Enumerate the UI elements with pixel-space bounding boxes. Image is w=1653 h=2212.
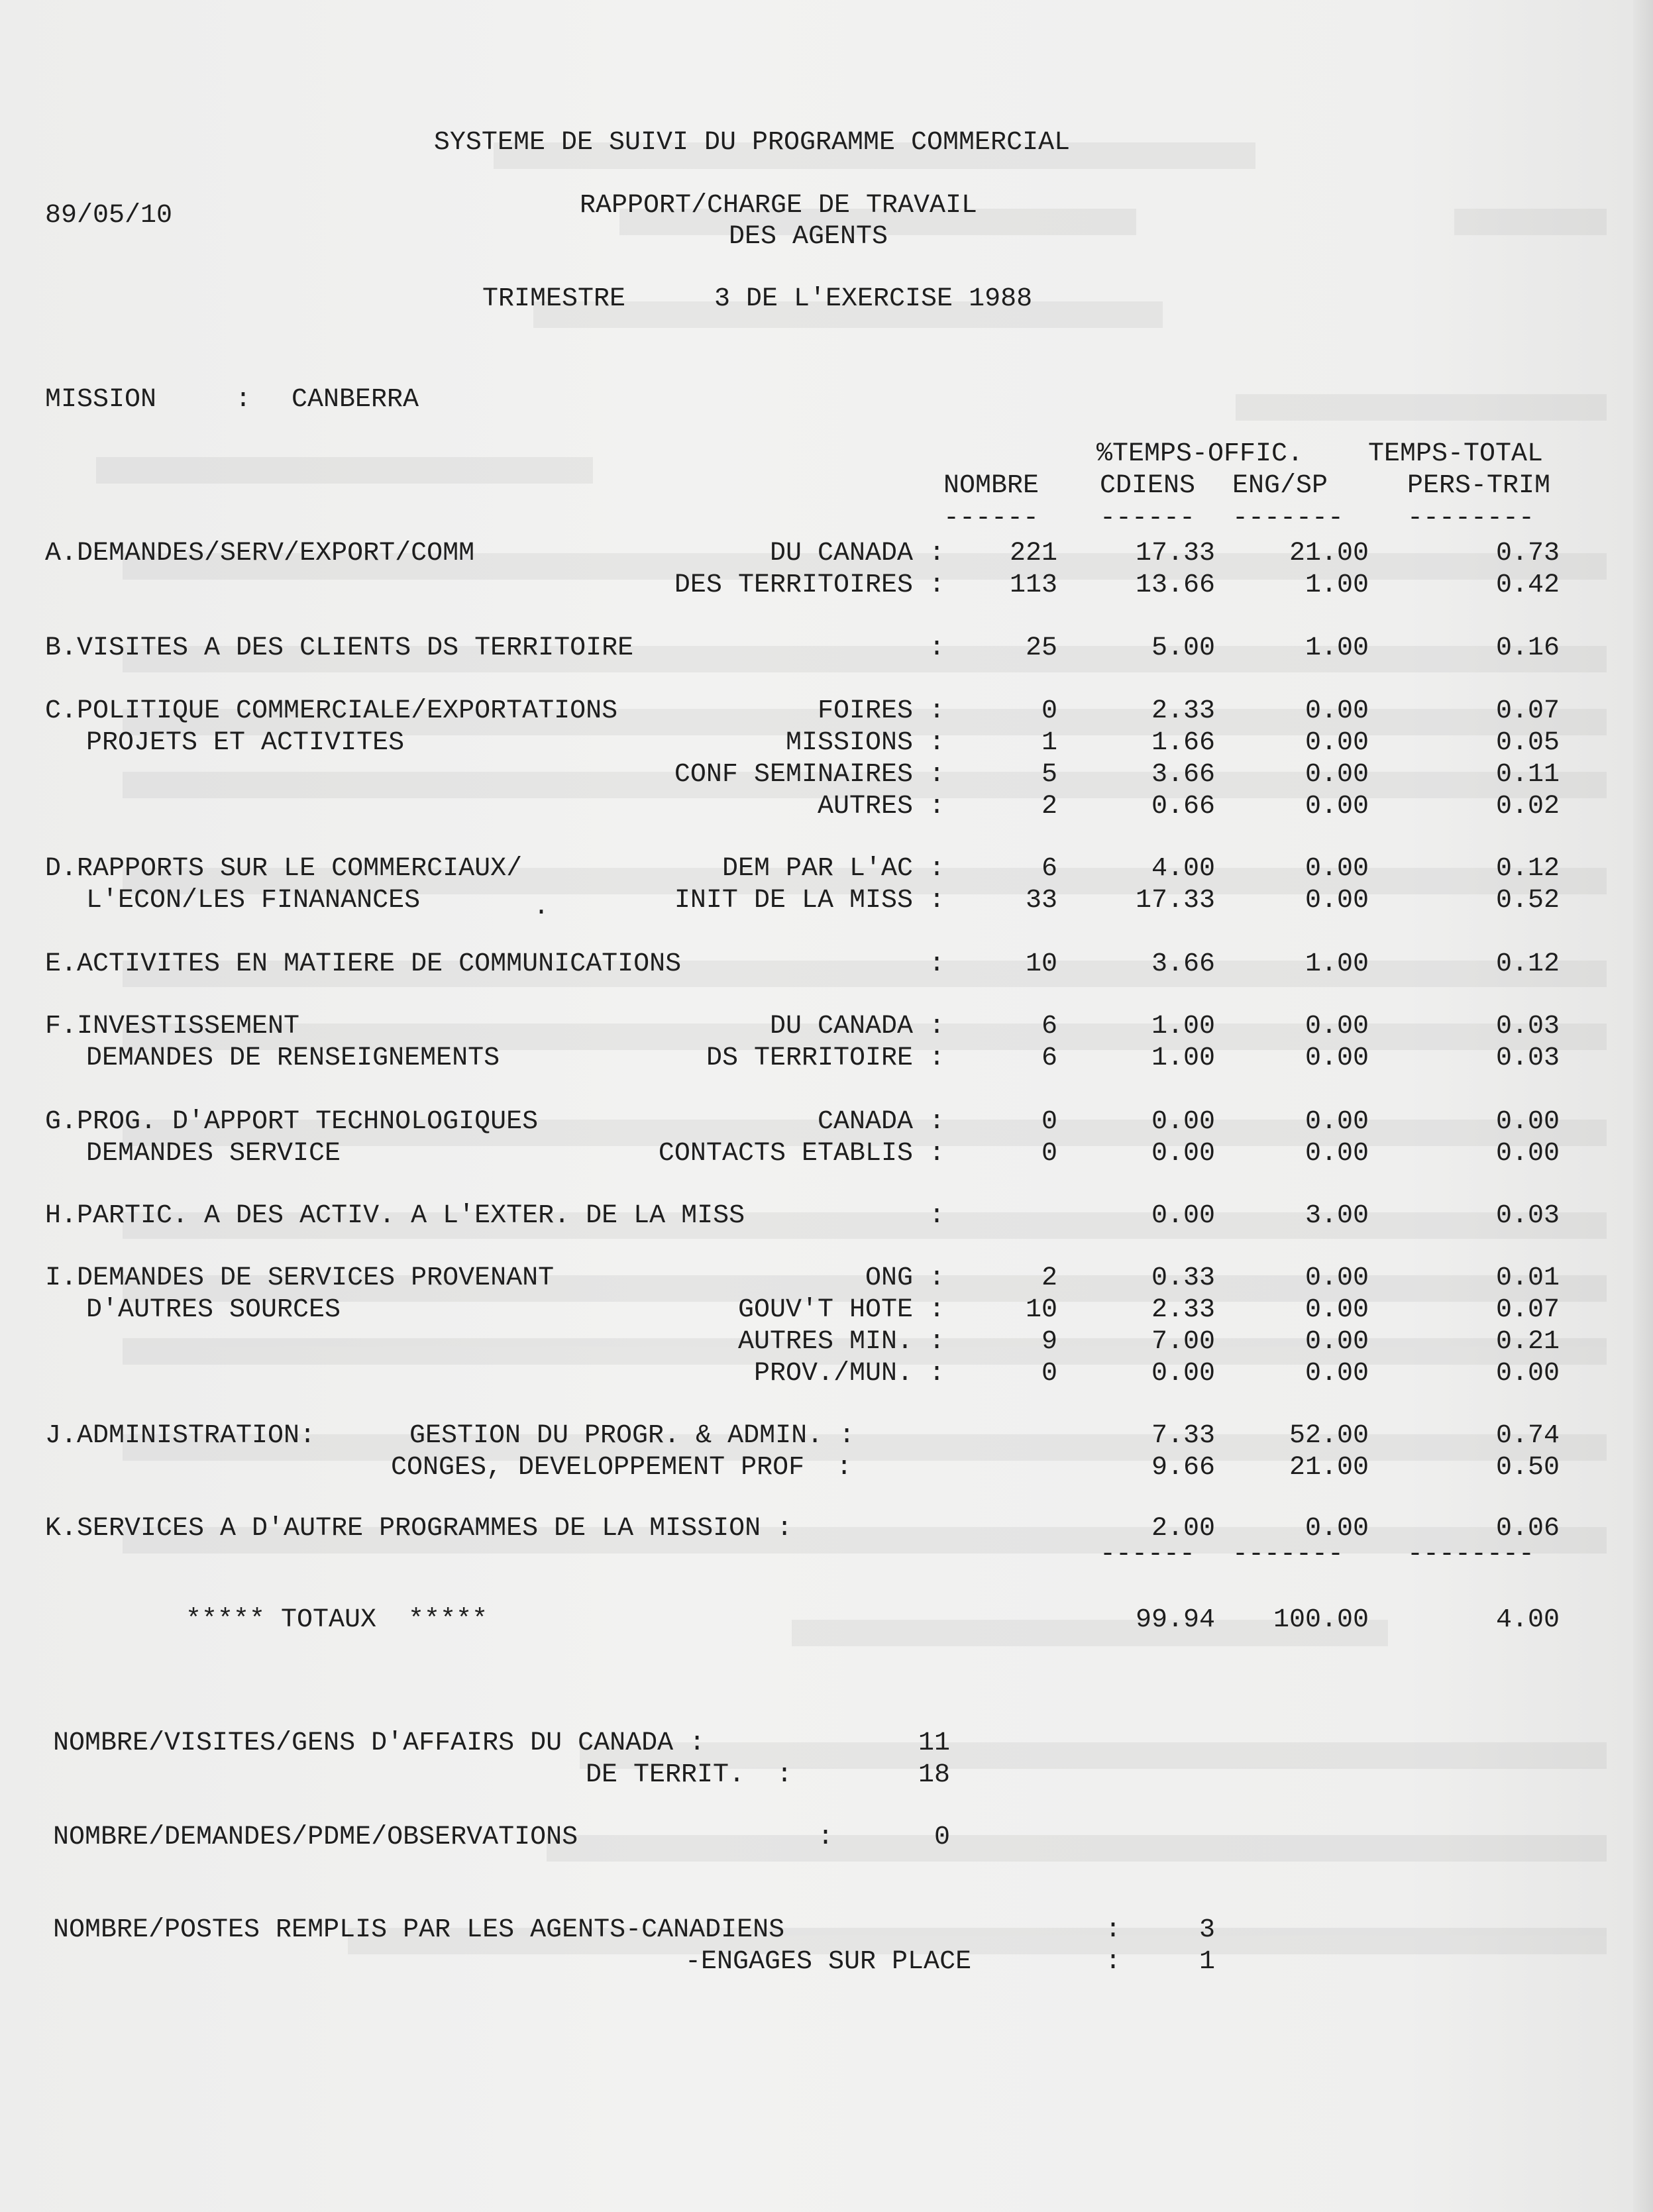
system-title: SYSTEME DE SUIVI DU PROGRAMME COMMERCIAL <box>433 128 1071 158</box>
nombre-cell: 6 <box>1041 1043 1057 1073</box>
nombre-cell: 221 <box>1009 539 1057 568</box>
cdiens-cell: 17.33 <box>1135 539 1215 568</box>
pers-cell: 0.52 <box>1495 886 1560 916</box>
section-e-label: E.ACTIVITES EN MATIERE DE COMMUNICATIONS <box>45 949 682 979</box>
nombre-cell: 9 <box>1041 1327 1057 1357</box>
nombre-cell: 5 <box>1041 760 1057 790</box>
row-sublabel: DEM PAR L'AC : <box>721 854 945 884</box>
pers-cell: 0.12 <box>1495 854 1560 884</box>
row-sublabel: CONTACTS ETABLIS : <box>658 1139 945 1169</box>
engsp-cell: 0.00 <box>1305 886 1369 916</box>
visites-canada-value: 11 <box>918 1728 950 1758</box>
totals-underline-pers: -------- <box>1407 1540 1535 1569</box>
pers-trim-header: PERS-TRIM <box>1407 471 1551 501</box>
section-d-label: D.RAPPORTS SUR LE COMMERCIAUX/ <box>45 854 523 884</box>
engsp-cell: 0.00 <box>1305 728 1369 758</box>
cdiens-cell: 1.00 <box>1151 1012 1215 1041</box>
pers-cell: 0.00 <box>1495 1107 1560 1137</box>
section-i-label-2: D'AUTRES SOURCES <box>86 1295 341 1325</box>
pers-cell: 0.50 <box>1495 1453 1560 1483</box>
mission-colon: : <box>235 385 252 415</box>
engsp-cell: 1.00 <box>1305 570 1369 600</box>
cdiens-cell: 2.00 <box>1151 1514 1215 1544</box>
section-i-label: I.DEMANDES DE SERVICES PROVENANT <box>45 1263 555 1293</box>
territ-label: DE TERRIT. : <box>586 1760 793 1790</box>
cdiens-cell: 17.33 <box>1135 886 1215 916</box>
row-sublabel: DS TERRITOIRE : <box>706 1043 945 1073</box>
engsp-header: ENG/SP <box>1232 471 1328 501</box>
pers-cell: 0.12 <box>1495 949 1560 979</box>
nombre-cell: 6 <box>1041 1012 1057 1041</box>
engsp-cell: 0.00 <box>1305 1043 1369 1073</box>
row-sublabel: CANADA : <box>817 1107 945 1137</box>
pers-cell: 0.02 <box>1495 792 1560 821</box>
report-date: 89/05/10 <box>45 201 173 231</box>
nombre-cell: 113 <box>1009 570 1057 600</box>
mission-value: CANBERRA <box>292 385 419 415</box>
cdiens-cell: 1.00 <box>1151 1043 1215 1073</box>
postes-value: 3 <box>1199 1915 1215 1945</box>
nombre-header: NOMBRE <box>943 471 1040 501</box>
pers-cell: 0.73 <box>1495 539 1560 568</box>
section-f-label-2: DEMANDES DE RENSEIGNEMENTS <box>86 1043 500 1073</box>
visites-territ-value: 18 <box>918 1760 950 1790</box>
cdiens-cell: 0.00 <box>1151 1107 1215 1137</box>
pers-cell: 0.74 <box>1495 1421 1560 1451</box>
row-sublabel: FOIRES : <box>817 696 945 726</box>
cdiens-cell: 0.33 <box>1151 1263 1215 1293</box>
pers-cell: 0.00 <box>1495 1139 1560 1169</box>
engsp-cell: 0.00 <box>1305 1012 1369 1041</box>
engages-value: 1 <box>1199 1947 1215 1977</box>
totals-underline-engsp: ------- <box>1232 1540 1344 1569</box>
totals-label: ***** TOTAUX ***** <box>186 1605 488 1635</box>
temps-total-header: TEMPS-TOTAL <box>1368 439 1544 469</box>
totals-cdiens: 99.94 <box>1135 1605 1215 1635</box>
cdiens-underline: ------ <box>1100 503 1196 533</box>
row-sublabel: AUTRES MIN. : <box>737 1327 945 1357</box>
cdiens-cell: 1.66 <box>1151 728 1215 758</box>
nombre-cell: 25 <box>1025 633 1057 663</box>
pers-cell: 0.11 <box>1495 760 1560 790</box>
totals-underline-cdiens: ------ <box>1100 1540 1196 1569</box>
engsp-cell: 0.00 <box>1305 1107 1369 1137</box>
pers-cell: 0.07 <box>1495 1295 1560 1325</box>
pers-trim-underline: -------- <box>1407 503 1535 533</box>
engsp-cell: 0.00 <box>1305 1263 1369 1293</box>
row-sublabel: DES TERRITOIRES : <box>674 570 945 600</box>
pers-cell: 0.01 <box>1495 1263 1560 1293</box>
cdiens-cell: 7.33 <box>1151 1421 1215 1451</box>
cdiens-header: CDIENS <box>1100 471 1196 501</box>
pers-cell: 0.03 <box>1495 1012 1560 1041</box>
postes-colon: : <box>1105 1915 1122 1945</box>
row-sublabel: GESTION DU PROGR. & ADMIN. : <box>409 1421 855 1451</box>
engsp-cell: 52.00 <box>1289 1421 1369 1451</box>
section-h-label: H.PARTIC. A DES ACTIV. A L'EXTER. DE LA MISS <box>45 1201 745 1231</box>
pers-cell: 0.03 <box>1495 1043 1560 1073</box>
pers-cell: 0.21 <box>1495 1327 1560 1357</box>
engsp-cell: 0.00 <box>1305 696 1369 726</box>
cdiens-cell: 0.00 <box>1151 1139 1215 1169</box>
engages-colon: : <box>1105 1947 1122 1977</box>
totals-pers: 4.00 <box>1495 1605 1560 1635</box>
nombre-cell: 33 <box>1025 886 1057 916</box>
stray-mark: . <box>533 892 550 922</box>
cdiens-cell: 7.00 <box>1151 1327 1215 1357</box>
cdiens-cell: 0.66 <box>1151 792 1215 821</box>
section-d-label-2: L'ECON/LES FINANANCES <box>86 886 421 916</box>
section-c-label-2: PROJETS ET ACTIVITES <box>86 728 405 758</box>
nombre-cell: 0 <box>1041 1107 1057 1137</box>
cdiens-cell: 0.00 <box>1151 1359 1215 1389</box>
pers-cell: 0.16 <box>1495 633 1560 663</box>
row-sublabel: DU CANADA : <box>769 539 945 568</box>
cdiens-cell: 5.00 <box>1151 633 1215 663</box>
cdiens-cell: 3.66 <box>1151 949 1215 979</box>
row-sublabel: DU CANADA : <box>769 1012 945 1041</box>
totals-engsp: 100.00 <box>1273 1605 1369 1635</box>
nombre-cell: 0 <box>1041 1139 1057 1169</box>
pdme-value: 0 <box>933 1822 950 1852</box>
engsp-cell: 0.00 <box>1305 854 1369 884</box>
engsp-cell: 0.00 <box>1305 1139 1369 1169</box>
row-sublabel: ONG : <box>865 1263 945 1293</box>
engsp-cell: 21.00 <box>1289 1453 1369 1483</box>
section-f-label: F.INVESTISSEMENT <box>45 1012 300 1041</box>
engsp-underline: ------- <box>1232 503 1344 533</box>
row-sublabel: AUTRES : <box>817 792 945 821</box>
nombre-underline: ------ <box>943 503 1040 533</box>
cdiens-cell: 3.66 <box>1151 760 1215 790</box>
postes-label: NOMBRE/POSTES REMPLIS PAR LES AGENTS-CANADIENS <box>53 1915 785 1945</box>
cdiens-cell: 2.33 <box>1151 1295 1215 1325</box>
row-sublabel: CONGES, DEVELOPPEMENT PROF : <box>391 1453 853 1483</box>
nombre-cell: 10 <box>1025 949 1057 979</box>
row-sublabel: PROV./MUN. : <box>753 1359 945 1389</box>
row-sublabel: MISSIONS : <box>785 728 945 758</box>
section-c-label: C.POLITIQUE COMMERCIALE/EXPORTATIONS <box>45 696 618 726</box>
engsp-cell: 0.00 <box>1305 1514 1369 1544</box>
engsp-cell: 21.00 <box>1289 539 1369 568</box>
engsp-cell: 0.00 <box>1305 792 1369 821</box>
section-g-label: G.PROG. D'APPORT TECHNOLOGIQUES <box>45 1107 539 1137</box>
row-sublabel: : <box>928 949 945 979</box>
section-b-label: B.VISITES A DES CLIENTS DS TERRITOIRE <box>45 633 634 663</box>
section-a-label: A.DEMANDES/SERV/EXPORT/COMM <box>45 539 475 568</box>
visites-label: NOMBRE/VISITES/GENS D'AFFAIRS DU CANADA : <box>53 1728 706 1758</box>
engsp-cell: 3.00 <box>1305 1201 1369 1231</box>
pers-cell: 0.42 <box>1495 570 1560 600</box>
pdme-colon: : <box>818 1822 834 1852</box>
nombre-cell: 6 <box>1041 854 1057 884</box>
cdiens-cell: 9.66 <box>1151 1453 1215 1483</box>
nombre-cell: 2 <box>1041 792 1057 821</box>
report-title-line-2: DES AGENTS <box>728 222 888 252</box>
pers-cell: 0.03 <box>1495 1201 1560 1231</box>
temps-offic-header: %TEMPS-OFFIC. <box>1096 439 1304 469</box>
engsp-cell: 0.00 <box>1305 1295 1369 1325</box>
engsp-cell: 1.00 <box>1305 949 1369 979</box>
engages-label: -ENGAGES SUR PLACE <box>685 1947 972 1977</box>
engsp-cell: 0.00 <box>1305 1327 1369 1357</box>
pdme-label: NOMBRE/DEMANDES/PDME/OBSERVATIONS <box>53 1822 578 1852</box>
cdiens-cell: 0.00 <box>1151 1201 1215 1231</box>
cdiens-cell: 13.66 <box>1135 570 1215 600</box>
trimestre-value: 3 DE L'EXERCISE 1988 <box>714 284 1033 314</box>
section-j-label: J.ADMINISTRATION: <box>45 1421 316 1451</box>
report-title-line-1: RAPPORT/CHARGE DE TRAVAIL <box>579 191 978 221</box>
nombre-cell: 2 <box>1041 1263 1057 1293</box>
nombre-cell: 1 <box>1041 728 1057 758</box>
pers-cell: 0.05 <box>1495 728 1560 758</box>
nombre-cell: 0 <box>1041 1359 1057 1389</box>
cdiens-cell: 2.33 <box>1151 696 1215 726</box>
engsp-cell: 1.00 <box>1305 633 1369 663</box>
row-sublabel: INIT DE LA MISS : <box>674 886 945 916</box>
pers-cell: 0.06 <box>1495 1514 1560 1544</box>
mission-label: MISSION <box>45 385 157 415</box>
row-sublabel: : <box>928 633 945 663</box>
trimestre-label: TRIMESTRE <box>482 284 626 314</box>
row-sublabel: CONF SEMINAIRES : <box>674 760 945 790</box>
nombre-cell: 10 <box>1025 1295 1057 1325</box>
section-k-label: K.SERVICES A D'AUTRE PROGRAMMES DE LA MISSION : <box>45 1514 793 1544</box>
row-sublabel: : <box>928 1201 945 1231</box>
pers-cell: 0.00 <box>1495 1359 1560 1389</box>
engsp-cell: 0.00 <box>1305 1359 1369 1389</box>
page-edge-shadow <box>1633 0 1653 2212</box>
cdiens-cell: 4.00 <box>1151 854 1215 884</box>
engsp-cell: 0.00 <box>1305 760 1369 790</box>
nombre-cell: 0 <box>1041 696 1057 726</box>
pers-cell: 0.07 <box>1495 696 1560 726</box>
row-sublabel: GOUV'T HOTE : <box>737 1295 945 1325</box>
section-g-label-2: DEMANDES SERVICE <box>86 1139 341 1169</box>
